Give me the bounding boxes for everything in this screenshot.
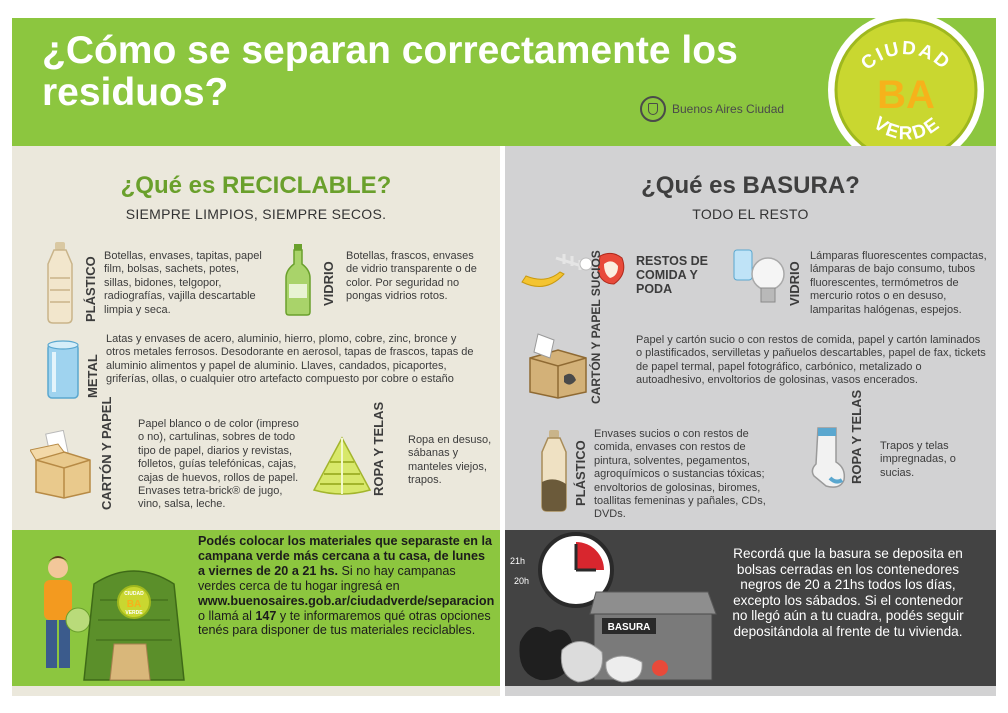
dirty-sock-icon — [808, 426, 848, 492]
food-waste-icon — [516, 244, 634, 294]
recyclable-label-textile: ROPA Y TELAS — [371, 401, 386, 496]
svg-text:CIUDAD: CIUDAD — [124, 591, 144, 597]
trash-label-textile: ROPA Y TELAS — [849, 389, 864, 484]
svg-text:CIUDAD: CIUDAD — [857, 37, 955, 75]
recyclable-text-metal: Latas y envases de acero, aluminio, hierro, plomo, cobre, zinc, bronce y otros metales ferrosos. Desodorante en aerosol, tapas de frascos, tapas de aluminio alimentos y papel de aluminio. Llaves, candados, picaportes, griferías, ollas, o cualquier otro artefacto compuesto por cobre o estaño — [106, 333, 474, 386]
trash-text-glass: Lámparas fluorescentes compactas, lámparas de bajo consumo, tubos fluorescentes, termómetros de mercurio rotos o en desuso, lamparitas halógenas, espejos. — [810, 250, 987, 316]
trash-text-textile: Trapos y telas impregnadas, o sucias. — [880, 440, 956, 479]
recyclable-text-glass: Botellas, frascos, envases de vidrio transparente o de color. Por seguridad no pongas vidrios rotos. — [346, 250, 477, 303]
svg-text:VERDE: VERDE — [125, 610, 143, 616]
trash-text-plastic: Envases sucios o con restos de comida, envases con restos de pintura, solventes, pegamentos, agroquímicos o sustancias tóxicas; envoltorios de golosinas, biromes, toallitas femeninas y pañales, CDs, DVDs. — [594, 428, 766, 521]
recyclable-text-paper: Papel blanco o de color (impreso o no), cartulinas, sobres de todo tipo de papel, diarios y revistas, folletos, guías telefónicas, cajas, cajas de huevos, rollos de papel. Envases tetra-brick® de jugo, vino, salsa, leche. — [138, 418, 299, 511]
recycling-info-link[interactable]: www.buenosaires.gob.ar/ciudadverde/separacion — [198, 593, 495, 608]
city-seal-icon — [640, 96, 666, 122]
plastic-bottle-icon — [44, 242, 76, 324]
recyclable-text-textile: Ropa en desuso, sábanas y manteles viejos, trapos. — [408, 434, 492, 487]
recyclable-label-metal: METAL — [85, 354, 100, 398]
dirty-box-icon — [524, 330, 590, 400]
clock-label-20h: 20h — [514, 576, 530, 586]
badge-ba: BA — [877, 73, 935, 117]
recyclable-title: ¿Qué es RECICLABLE? — [120, 172, 392, 199]
recyclable-label-paper: CARTÓN Y PAPEL — [99, 396, 114, 510]
folded-clothes-icon — [312, 436, 372, 498]
dirty-plastic-bottle-icon — [538, 430, 570, 512]
recycling-instructions-bold: Podés colocar los materiales que separaste en la campana verde más cercana a tu casa, de lunes a viernes de 20 a 21 hs. — [198, 534, 492, 578]
phone-number: 147 — [255, 608, 277, 623]
trash-title: ¿Qué es BASURA? — [641, 172, 860, 199]
recyclable-label-glass: VIDRIO — [321, 261, 336, 306]
trash-instructions: Recordá que la basura se deposita en bolsas cerradas en los contenedores negros de 20 a 21hs todos los días, excepto los sábados. Si el contenedor no llegó aún a tu cuadra, podés seguir depositándola al frente de tu vivienda. — [732, 546, 964, 639]
trash-text-paper: Papel y cartón sucio o con restos de comida, papel y cartón laminados o plastificados, servilletas y pañuelos descartables, papel de fax, tickets de papel termal, papel fotográfico, carbónico, metalizado o autoadhesivo, envoltorios de golosinas, vasos encerados. — [636, 334, 986, 387]
recyclable-subtitle: SIEMPRE LIMPIOS, SIEMPRE SECOS. — [125, 206, 387, 222]
container-label: BASURA — [607, 622, 651, 633]
clock-label-21h: 21h — [510, 556, 526, 566]
trash-label-food: RESTOS DE COMIDA Y PODA — [636, 254, 709, 296]
recyclable-label-plastic: PLÁSTICO — [83, 256, 98, 322]
buenos-aires-logo — [640, 96, 784, 122]
glass-bottle-icon — [284, 244, 312, 316]
trash-label-paper: CARTÓN Y PAPEL SUCIOS — [589, 250, 603, 404]
light-bulb-icon — [732, 248, 788, 308]
trash-label-plastic: PLÁSTICO — [573, 440, 588, 506]
recyclable-text-plastic: Botellas, envases, tapitas, papel film, bolsas, sachets, potes, sillas, bidones, telgopor, radiografías, vajilla descartable limpia y seca. — [104, 250, 262, 316]
cardboard-box-icon — [30, 430, 94, 500]
page-title: ¿Cómo se separan correctamente los residuos? — [42, 29, 738, 114]
brand-name: Buenos Aires Ciudad — [672, 102, 785, 116]
svg-text:BA: BA — [126, 599, 142, 610]
trash-subtitle: TODO EL RESTO — [692, 206, 809, 222]
metal-can-icon — [46, 340, 80, 402]
green-bin-illustration — [34, 540, 194, 684]
svg-text:VERDE: VERDE — [869, 112, 945, 145]
trash-container-illustration — [510, 522, 720, 688]
recycling-instructions: Podés colocar los materiales que separaste en la campana verde más cercana a tu casa, de lunes a viernes de 20 a 21 hs. Si no hay campanas verdes cerca de tu hogar ingresá en www.buenosaires.gob.ar/ciudadverde/separacion o llamá al 147 y te informaremos qué otras opciones tenés para disponer de tus materiales reciclables. — [198, 534, 495, 638]
trash-label-glass: VIDRIO — [787, 261, 802, 306]
